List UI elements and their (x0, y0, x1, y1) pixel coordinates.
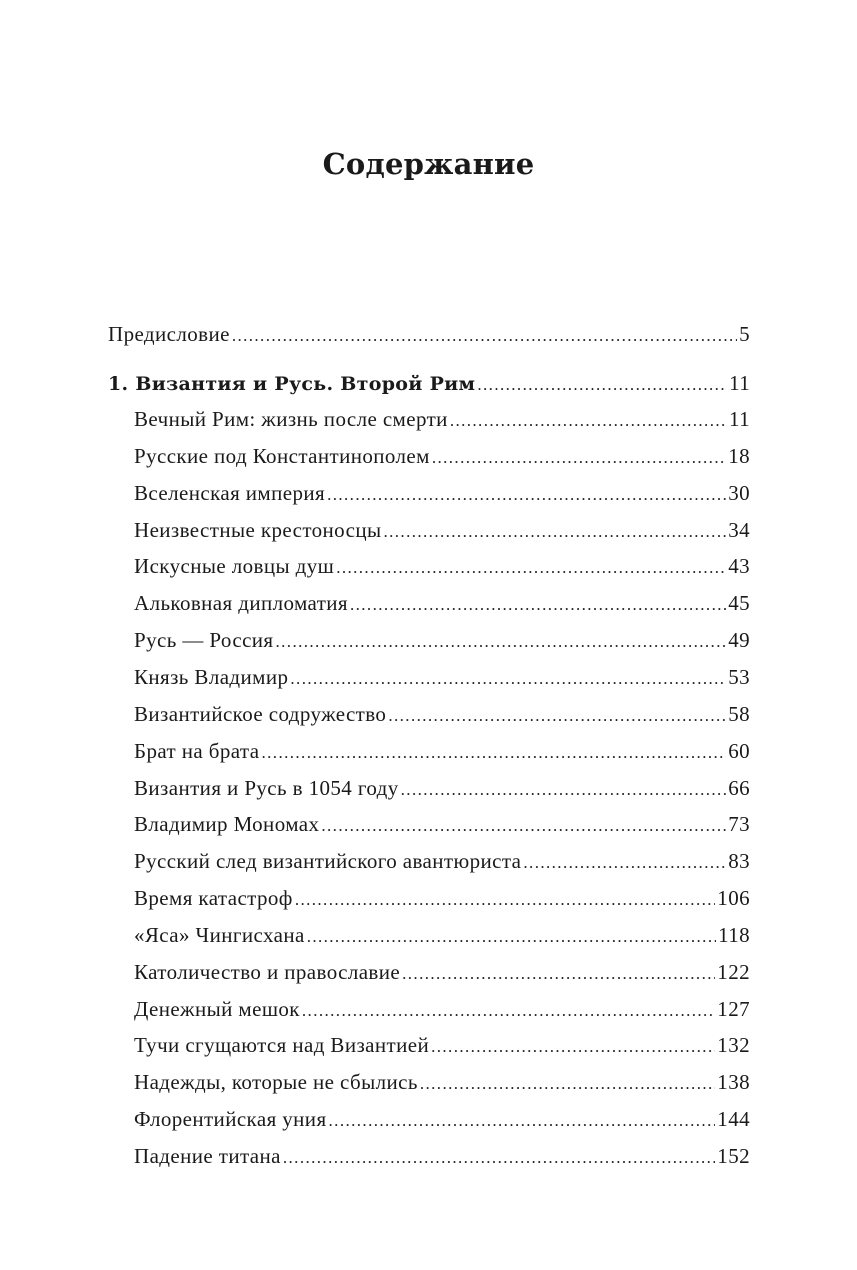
toc-entry-title: Предисловие (108, 322, 230, 346)
dot-leader (283, 1144, 715, 1172)
toc-page-number: 11 (729, 371, 750, 395)
toc-entry-title: Неизвестные крестоносцы (134, 518, 382, 542)
toc-entry[interactable] (134, 921, 750, 949)
toc-page-number: 49 (728, 628, 750, 652)
toc-entry-title: Князь Владимир (134, 665, 289, 689)
toc-entry[interactable] (134, 626, 750, 654)
toc-entry[interactable] (134, 995, 750, 1023)
toc-entry[interactable] (134, 1105, 750, 1133)
dot-leader (450, 407, 727, 435)
dot-leader (432, 444, 726, 472)
toc-entry-title: Византия и Русь в 1054 году (134, 776, 399, 800)
toc-page-number: 73 (728, 812, 750, 836)
toc-page-number: 30 (728, 481, 750, 505)
toc-entry[interactable] (134, 552, 750, 580)
toc-entry-title: Альковная дипломатия (134, 591, 348, 615)
toc-entry[interactable] (134, 847, 750, 875)
toc-entry-title: Искусные ловцы душ (134, 554, 335, 578)
toc-page-number: 58 (728, 702, 750, 726)
dot-leader (295, 886, 715, 914)
toc-entry-preface[interactable] (108, 320, 750, 348)
dot-leader (321, 812, 726, 840)
toc-entry-title: Падение титана (134, 1144, 281, 1168)
toc-entry[interactable] (134, 442, 750, 470)
toc-entry-title: Католичество и православие (134, 960, 401, 984)
toc-entry[interactable] (134, 810, 750, 838)
toc-page-number: 122 (717, 960, 750, 984)
dot-leader (477, 371, 727, 399)
dot-leader (327, 481, 726, 509)
toc-page-number: 11 (728, 407, 750, 431)
dot-leader (523, 849, 726, 877)
toc-entry-title: «Яса» Чингисхана (134, 923, 305, 947)
toc-page-number: 132 (717, 1033, 750, 1057)
toc-entry[interactable] (134, 774, 750, 802)
toc-entry[interactable] (134, 1031, 750, 1059)
toc-entry-title: Флорентийская уния (134, 1107, 327, 1131)
toc-entry[interactable] (134, 479, 750, 507)
toc-page-number: 60 (728, 739, 750, 763)
toc-page-number: 53 (728, 665, 750, 689)
dot-leader (388, 702, 726, 730)
dot-leader (402, 960, 715, 988)
toc-page-number: 18 (728, 444, 750, 468)
toc-page-number: 66 (728, 776, 750, 800)
toc-entry-title: Русские под Константинополем (134, 444, 430, 468)
toc-entry-title: Денежный мешок (134, 997, 300, 1021)
toc-entry[interactable] (134, 516, 750, 544)
toc-page-number: 127 (717, 997, 750, 1021)
dot-leader (420, 1070, 715, 1098)
toc-page-number: 43 (728, 554, 750, 578)
toc-entry-title: Русский след византийского авантюриста (134, 849, 522, 873)
dot-leader (276, 628, 727, 656)
toc-entry-title: Владимир Мономах (134, 812, 320, 836)
dot-leader (401, 776, 727, 804)
dot-leader (307, 923, 716, 951)
dot-leader (232, 322, 737, 350)
dot-leader (262, 739, 727, 767)
toc-entry[interactable] (134, 1068, 750, 1096)
toc-entry[interactable] (134, 737, 750, 765)
toc-entry[interactable] (134, 700, 750, 728)
page-title: Содержание (322, 147, 535, 181)
toc-entry[interactable] (134, 884, 750, 912)
toc-page-number: 5 (739, 322, 750, 346)
toc-entry-title: Вселенская империя (134, 481, 326, 505)
toc-entry-title: Русь — Россия (134, 628, 274, 652)
toc-entry-title: Вечный Рим: жизнь после смерти (134, 407, 448, 431)
dot-leader (290, 665, 726, 693)
toc-entry-title: Время катастроф (134, 886, 293, 910)
toc-page-number: 83 (728, 849, 750, 873)
toc-entry[interactable] (134, 958, 750, 986)
toc-page-number: 45 (728, 591, 750, 615)
dot-leader (383, 518, 726, 546)
toc-chapter-title: 1. Византия и Русь. Второй Рим (108, 373, 476, 395)
toc-entry[interactable] (134, 663, 750, 691)
toc-entry-title: Византийское содружество (134, 702, 387, 726)
toc-page-number: 106 (717, 886, 750, 910)
dot-leader (431, 1033, 715, 1061)
toc-page-number: 144 (717, 1107, 750, 1131)
toc-page-number: 34 (728, 518, 750, 542)
dot-leader (336, 554, 726, 582)
toc-entry-title: Тучи сгущаются над Византией (134, 1033, 430, 1057)
toc-entry[interactable] (134, 405, 750, 433)
toc-entry-title: Надежды, которые не сбылись (134, 1070, 418, 1094)
toc-entry[interactable] (134, 1142, 750, 1170)
dot-leader (302, 997, 715, 1025)
toc-entry[interactable] (134, 589, 750, 617)
toc-entry-chapter-1[interactable] (108, 369, 750, 397)
dot-leader (329, 1107, 716, 1135)
dot-leader (350, 591, 726, 619)
toc-page-number: 152 (717, 1144, 750, 1168)
toc-entry-title: Брат на брата (134, 739, 260, 763)
toc-page-number: 138 (717, 1070, 750, 1094)
toc-page-number: 118 (718, 923, 750, 947)
